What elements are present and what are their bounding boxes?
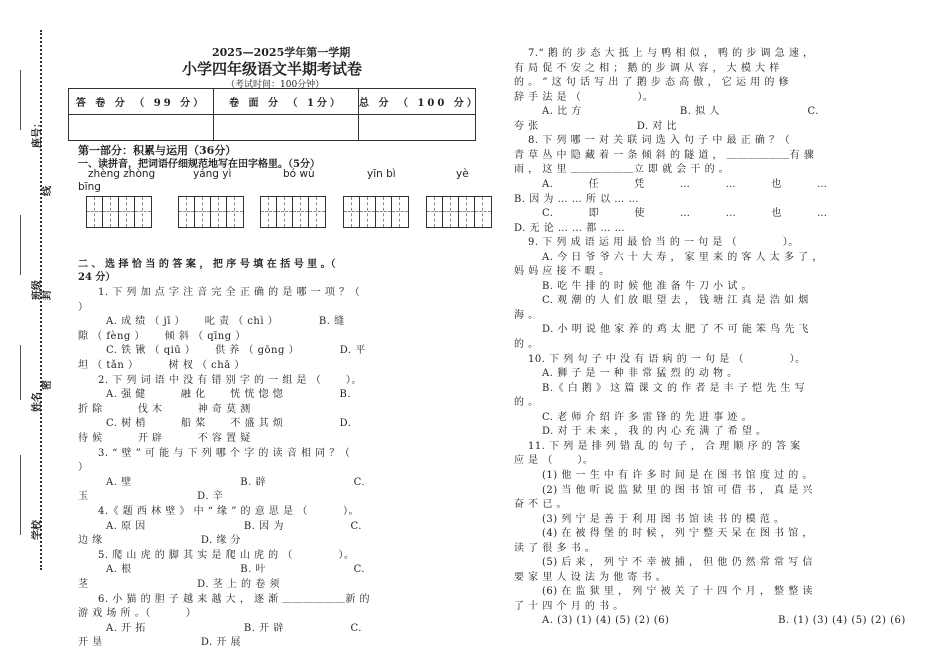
tianzige-3[interactable] xyxy=(260,196,326,228)
right-line: A. 比 方 B. 拟 人 C. xyxy=(542,106,819,118)
right-line: 8. 下 列 哪 一 对 关 联 词 选 入 句 子 中 最 正 确 ？（ xyxy=(528,135,791,147)
right-line: 的 。 xyxy=(514,339,539,350)
q2-title: 二 、 选 择 恰 当 的 答 案 ， 把 序 号 填 在 括 号 里 。（ xyxy=(78,259,336,270)
right-line: B.《 白 鹅 》 这 篇 课 文 的 作 者 是 丰 子 恺 先 生 写 xyxy=(542,382,806,394)
right-line: A. 今 日 爷 爷 六 十 大 寿 ， 家 里 来 的 客 人 太 多 了 ， xyxy=(542,251,823,263)
right-line: (3) 列 宁 是 善 于 利 用 图 书 馆 读 书 的 模 范 。 xyxy=(542,513,785,525)
seat-rule xyxy=(20,70,21,130)
right-line: C. 老 师 介 绍 许 多 雷 锋 的 先 进 事 迹 。 xyxy=(542,411,752,423)
tianzige-1[interactable] xyxy=(86,196,152,228)
right-line: 的 。 xyxy=(514,397,539,409)
pinyin-1: zhèng zhòng xyxy=(88,168,156,180)
total-score-cell[interactable] xyxy=(359,115,476,141)
class-label: 班级 xyxy=(32,280,43,300)
left-line: A. 根 B. 叶 C. xyxy=(106,564,366,576)
right-line: 了 十 四 个 月 的 书 。 xyxy=(514,600,624,612)
left-line: 游 戏 场 所 。（ ） xyxy=(78,608,197,620)
score-table xyxy=(68,88,480,141)
left-line: 3. “ 壁 ” 可 能 与 下 列 哪 个 字 的 读 音 相 同 ？（ xyxy=(98,447,351,459)
neatness-score-header: 卷 面 分 （ 1分） xyxy=(214,89,359,115)
right-line: (1) 他 一 生 中 有 许 多 时 间 是 在 图 书 馆 度 过 的 。 xyxy=(542,469,813,481)
right-line: 奋 不 已 。 xyxy=(514,499,568,511)
answer-score-cell[interactable] xyxy=(69,115,214,141)
right-line: D. 对 于 未 来 ， 我 的 内 心 充 满 了 希 望 。 xyxy=(542,426,767,438)
pinyin-3: bó wù xyxy=(283,168,315,180)
left-line: A. 壁 B. 辟 C. xyxy=(106,476,366,488)
right-line: C. 观 潮 的 人 们 放 眼 望 去 ， 钱 塘 江 真 是 浩 如 烟 xyxy=(542,295,809,307)
total-score-header: 总 分 （ 100 分） xyxy=(359,89,476,115)
pinyin-2: yáng yì xyxy=(193,168,232,180)
left-line: 边 缘 D. 缘 分 xyxy=(78,535,242,547)
left-line: A. 强 健 融 化 恍 恍 惚 惚 B. xyxy=(106,389,352,401)
right-line: A. 任 凭 … … 也 … xyxy=(542,178,828,190)
left-line: 2. 下 列 词 语 中 没 有 错 别 字 的 一 组 是 （ ）。 xyxy=(98,374,362,386)
right-line: 辞 手 法 是 （ ）。 xyxy=(514,91,654,103)
seal-char-xian: 线 xyxy=(42,186,53,196)
left-line: 4.《 题 西 林 壁 》 中 “ 缘 ” 的 意 思 是 （ ）。 xyxy=(98,506,359,517)
binding-line xyxy=(40,30,42,570)
seal-char-feng: 封 xyxy=(42,290,53,300)
right-line: A. 狮 子 是 一 种 非 常 猛 烈 的 动 物 。 xyxy=(542,368,738,380)
left-line: 玉 D. 辛 xyxy=(78,491,224,503)
right-line: D. 小 明 说 他 家 养 的 鸡 太 肥 了 不 可 能 笨 鸟 先 飞 xyxy=(542,324,810,336)
right-line: B. 因 为 … … 所 以 … … xyxy=(514,193,639,205)
tianzige-2[interactable] xyxy=(178,196,244,228)
school-rule xyxy=(20,455,21,535)
class-rule xyxy=(20,215,21,275)
right-line: A. (3) (1) (4) (5) (2) (6) B. (1) (3) (4) (5) (2) (6) xyxy=(542,615,906,627)
right-line: C. 即 使 … … 也 … xyxy=(542,208,828,220)
left-line: C. 树 梢 船 桨 不 盛 其 烦 D. xyxy=(106,418,352,430)
left-line: 坦 （ tǎn ） 树 杈 （ chā ） xyxy=(78,360,245,371)
right-line: D. 无 论 … … 都 … … xyxy=(514,222,626,234)
left-line: 折 除 伐 木 神 奇 莫 测 xyxy=(78,403,251,415)
left-line: A. 原 因 B. 因 为 C. xyxy=(106,520,362,532)
seal-char-mi: 密 xyxy=(42,380,53,390)
left-line: A. 开 拓 B. 开 辟 C. xyxy=(106,622,362,634)
exam-title: 小学四年级语文半期考试卷 xyxy=(182,60,363,78)
left-line: A. 成 绩 （ jī ） 叱 责 （ chì ） B. 缝 xyxy=(106,316,345,328)
right-line: 妈 妈 应 接 不 暇 。 xyxy=(514,266,610,278)
pinyin-5: yè xyxy=(456,168,469,180)
right-line: 11. 下 列 是 排 列 错 乱 的 句 子 ， 合 理 顺 序 的 答 案 xyxy=(528,440,801,452)
right-line: 的 。 ” 这 句 话 写 出 了 鹅 步 态 高 傲 ， 它 运 用 的 修 xyxy=(514,77,790,89)
right-line: 7.“ 鹅 的 步 态 大 抵 上 与 鸭 相 似 ， 鸭 的 步 调 急 速 ， xyxy=(528,48,814,59)
tianzige-4[interactable] xyxy=(343,196,409,228)
seat-label: 座号： xyxy=(32,118,43,148)
right-line: 有 局 促 不 安 之 相 ； 鹅 的 步 调 从 容 ， 大 模 大 样 xyxy=(514,62,780,74)
q2-score: 24 分） xyxy=(78,272,116,283)
school-label: 学校 xyxy=(32,520,43,540)
name-rule xyxy=(20,345,21,400)
name-label: 姓名 xyxy=(32,392,43,412)
right-line: (2) 当 他 听 说 监 狱 里 的 图 书 馆 可 借 书 ， 真 是 兴 xyxy=(542,484,813,496)
right-line: 9. 下 列 成 语 运 用 最 恰 当 的 一 句 是 （ ）。 xyxy=(528,237,799,249)
right-line: (4) 在 被 得 堡 的 时 候 ， 列 宁 整 天 呆 在 图 书 馆 ， xyxy=(542,528,813,540)
tianzige-5[interactable] xyxy=(426,196,492,228)
right-line: 雨 ， 这 里 ＿＿＿＿＿＿立 即 就 会 干 的 。 xyxy=(514,164,730,176)
right-line: 10. 下 列 句 子 中 没 有 语 病 的 一 句 是 （ ）。 xyxy=(528,353,806,365)
left-line: 1. 下 列 加 点 字 注 音 完 全 正 确 的 是 哪 一 项 ？（ xyxy=(98,287,361,298)
left-line: 茎 D. 茎 上 的 卷 须 xyxy=(78,579,280,590)
left-line: 开 垦 D. 开 展 xyxy=(78,637,242,649)
part1-title: 第一部分：积累与运用（36分） xyxy=(78,144,237,157)
left-line: C. 铁 锹 （ qiū ） 供 养 （ gōng ） D. 平 xyxy=(106,345,366,357)
right-line: 要 家 里 人 设 法 为 他 寄 书 。 xyxy=(514,571,667,583)
pinyin-6: bīng xyxy=(78,181,101,193)
left-line: 5. 爬 山 虎 的 脚 其 实 是 爬 山 虎 的 （ ）。 xyxy=(98,549,355,561)
exam-time: （考试时间：100分钟） xyxy=(226,80,325,90)
left-line: 隙 （ fèng ） 倾 斜 （ qīng ） xyxy=(78,330,246,342)
right-line: 夸 张 D. 对 比 xyxy=(514,120,678,132)
left-line: 待 候 开 辟 不 容 置 疑 xyxy=(78,433,251,444)
right-line: 读 了 很 多 书 。 xyxy=(514,542,596,554)
pinyin-4: yīn bì xyxy=(367,168,396,180)
left-line: 6. 小 猫 的 胆 子 越 来 越 大 ， 逐 渐 ＿＿＿＿＿＿新 的 xyxy=(98,593,371,605)
right-line: 海 。 xyxy=(514,309,539,321)
right-line: (5) 后 来 ， 列 宁 不 幸 被 捕 ， 但 他 仍 然 常 常 写 信 xyxy=(542,557,813,569)
answer-score-header: 答 卷 分 （ 99 分） xyxy=(69,89,214,115)
left-line: ） xyxy=(78,301,89,313)
term-title: 2025—2025学年第一学期 xyxy=(212,46,351,59)
left-line: ） xyxy=(78,462,89,474)
q1-title: 一、读拼音，把词语仔细规范地写在田字格里。（5分） xyxy=(78,159,320,170)
right-line: 青 草 丛 中 隐 藏 着 一 条 倾 斜 的 隧 道 ， ＿＿＿＿＿＿有 骤 xyxy=(514,149,815,161)
right-line: (6) 在 监 狱 里 ， 列 宁 被 关 了 十 四 个 月 ， 整 整 读 xyxy=(542,586,813,598)
right-line: B. 吃 牛 排 的 时 候 他 准 备 牛 刀 小 试 。 xyxy=(542,280,753,292)
right-line: 应 是 （ ）。 xyxy=(514,455,594,467)
neatness-score-cell[interactable] xyxy=(214,115,359,141)
